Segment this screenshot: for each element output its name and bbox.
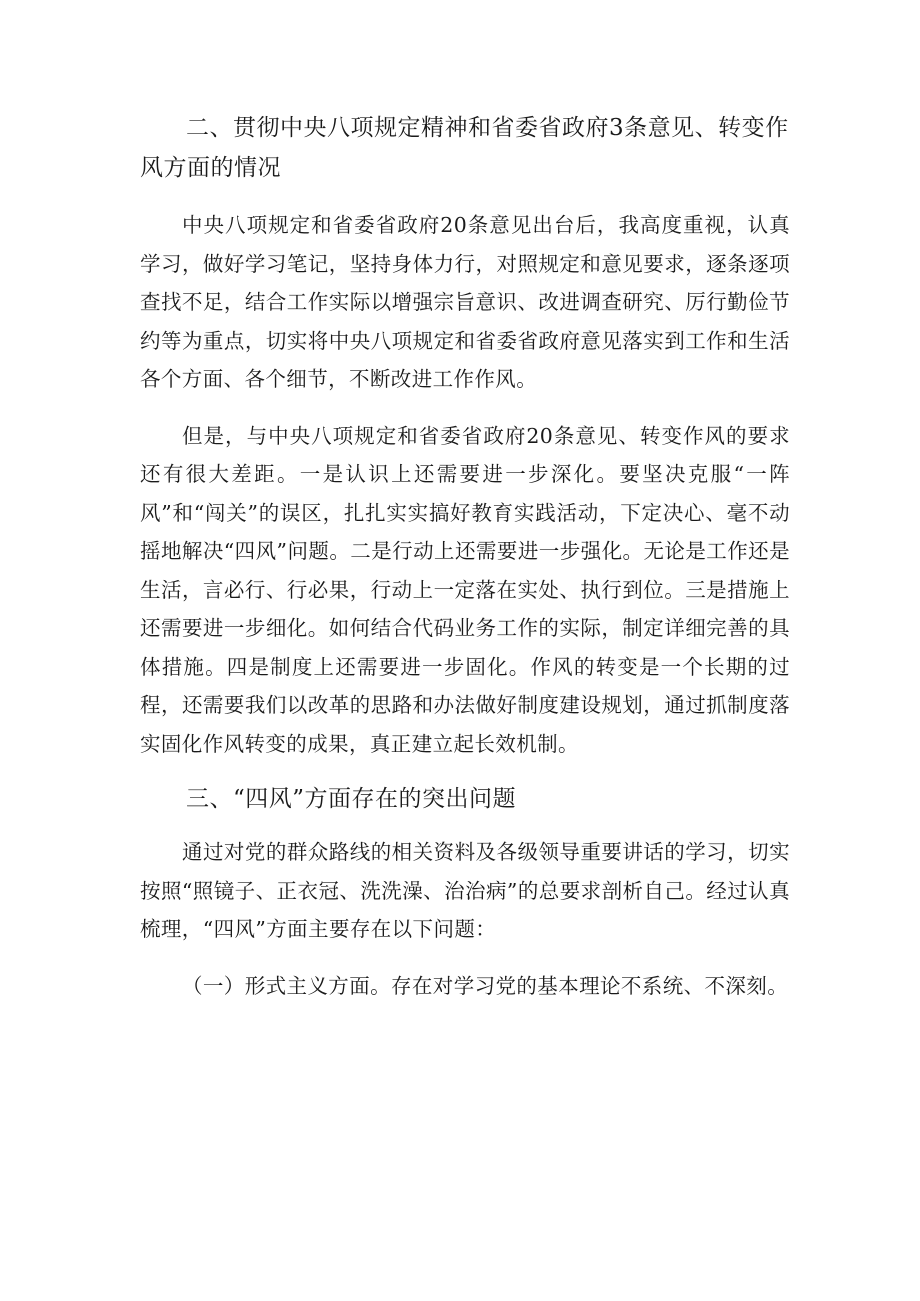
section-two-paragraph-2: 但是，与中央八项规定和省委省政府20条意见、转变作风的要求还有很大差距。一是认识上还需要进一步深化。要坚决克服“一阵风”和“闯关”的误区，扎扎实实搞好教育实践活动，下定决心、毫不动摇地解决“四风”问题。二是行动上还需要进一步强化。无论是工作还是生活，言必行、行必果，行动上一定落在实处、执行到位。三是措施上还需要进一步细化。如何结合代码业务工作的实际，制定详细完善的具体措施。四是制度上还需要进一步固化。作风的转变是一个长期的过程，还需要我们以改革的思路和办法做好制度建设规划，通过抓制度落实固化作风转变的成果，真正建立起长效机制。 — [140, 423, 790, 756]
section-two-paragraph-1: 中央八项规定和省委省政府20条意见出台后，我高度重视，认真学习，做好学习笔记，坚持身体力行，对照规定和意见要求，逐条逐项查找不足，结合工作实际以增强宗旨意识、改进调查研究、厉行勤俭节约等为重点，切实将中央八项规定和省委省政府意见落实到工作和生活各个方面、各个细节，不断改进工作作风。 — [140, 213, 790, 391]
document-page — [140, 108, 790, 1023]
subsection-formalism: （一）形式主义方面。存在对学习党的基本理论不系统、不深刻。 — [182, 973, 789, 998]
section-three-heading: 三、“四风”方面存在的突出问题 — [186, 786, 517, 812]
section-two-heading: 二、贯彻中央八项规定精神和省委省政府3条意见、转变作风方面的情况 — [140, 115, 789, 181]
section-three-paragraph-1: 通过对党的群众路线的相关资料及各级领导重要讲话的学习，切实按照“照镜子、正衣冠、洗洗澡、治治病”的总要求剖析自己。经过认真梳理，“四风”方面主要存在以下问题： — [140, 840, 790, 941]
